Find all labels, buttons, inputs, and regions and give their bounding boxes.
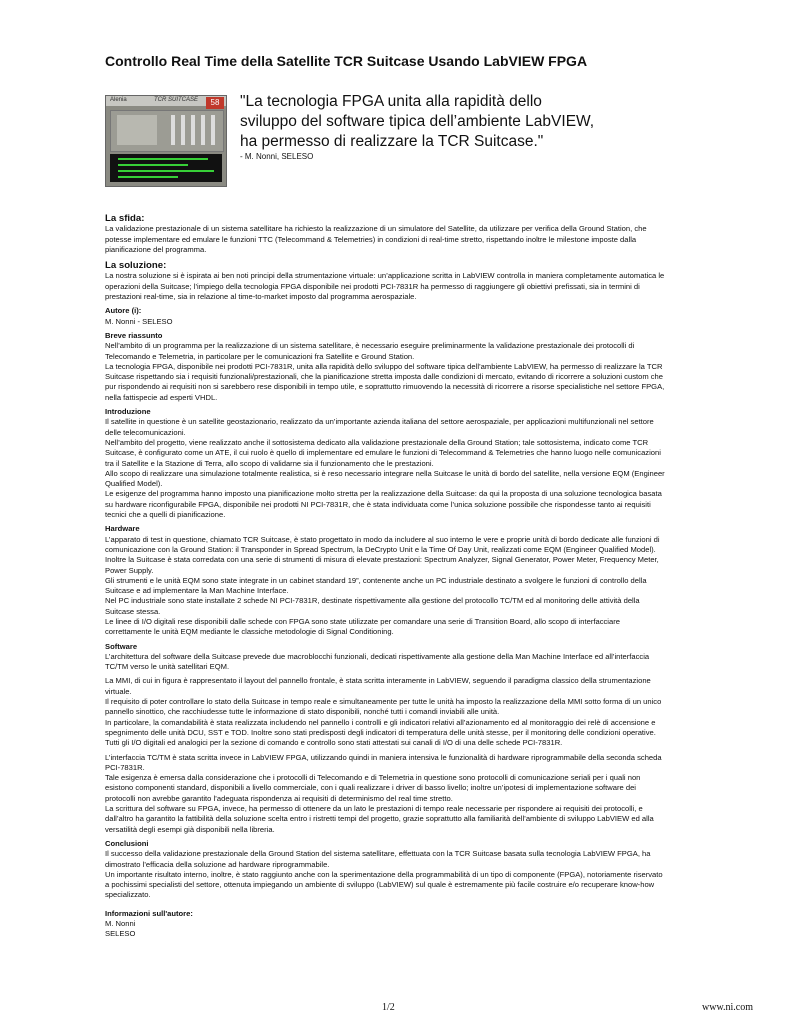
control-panel xyxy=(110,110,224,152)
section-heading: Software xyxy=(105,641,138,651)
paragraph: L’architettura del software della Suitcase prevede due macroblocchi funzionali, dedicati rispettivamente alla gestione della Man Machine Interface ed all’interfaccia TC/TM verso le unità satellitari EQM. xyxy=(105,651,650,672)
section-heading: Breve riassunto xyxy=(105,330,163,340)
document-body xyxy=(105,208,665,940)
footer-url: www.ni.com xyxy=(702,1002,754,1013)
paragraph: Allo scopo di realizzare una simulazione totalmente realistica, si è reso necessario integrare nella Suitcase le unità di bordo del satellite, nella versione EQM (Engineer Qualified Model). xyxy=(105,468,665,489)
paragraph: La MMI, di cui in figura è rappresentato il layout del pannello frontale, è stata scritta interamente in LabVIEW, seguendo il paradigma classico della strumentazione virtuale. xyxy=(105,676,651,696)
suitcase-panel-image xyxy=(105,95,227,187)
paragraph: Nell’ambito del progetto, viene realizzato anche il sottosistema dedicato alla validazione prestazionale della Ground Station; tale sottosistema, indicato come TCR Suitcase, è configurato come un ATE, il cui ruolo è quello di implementare ed emulare le funzioni di Telecommand & Telemetries che hanno luogo nelle comunicazioni tra il Satellite e la Stazione di Terra, allo scopo di validarne sia il funzionamento che le prestazioni. xyxy=(105,437,661,468)
quote-attribution: - M. Nonni, SELESO xyxy=(240,152,314,161)
paragraph: Nell’ambito di un programma per la realizzazione di un sistema satellitare, è necessario eseguire preliminarmente la validazione prestazionale dei protocolli di Telecomando e Telemetria, in particolare per le comunicazioni fra Satellite e Ground Station. xyxy=(105,341,635,361)
section-heading: Autore (i): xyxy=(105,306,142,316)
paragraph: L’interfaccia TC/TM è stata scritta invece in LabVIEW FPGA, utilizzando quindi in maniera intensiva le funzionalità di hardware riprogrammabile della seconda scheda PCI-7831R. xyxy=(105,752,662,772)
paragraph: La validazione prestazionale di un sistema satellitare ha richiesto la realizzazione di un simulatore del Satellite, da utilizzare per verifica della Ground Station, che potesse implementare ed emulare le funzioni TTC (Telecommand & Telemetries) in condizioni di real-time stretto, rispettando inoltre le milestone imposte dalla pianificazione del programma. xyxy=(105,224,647,254)
section-heading: Informazioni sull'autore: xyxy=(105,908,193,918)
document-title: Controllo Real Time della Satellite TCR Suitcase Usando LabVIEW FPGA xyxy=(105,53,588,69)
paragraph: Un importante risultato interno, inoltre, è stato raggiunto anche con la sperimentazione della programmabilità di un tipo di componente (FPGA), notoriamente riservato a pochissimi specialisti del settore, ottenuta impiegando un ambiente di sviluppo (LabVIEW) sul quale è estremamente più facile costruire e/o recuperare know-how specializzato. xyxy=(105,869,663,900)
paragraph: In particolare, la comandabilità è stata realizzata includendo nel pannello i controlli e gli indicatori relativi all’azionamento ed al monitoraggio dei relè di accensione e spegnimento delle unità DCU, SST e TOD. Inoltre sono stati predisposti degli indicatori di temperatura delle unità stesse, per il monitoring delle condizioni operative. xyxy=(105,717,656,737)
paragraph: Inoltre la Suitcase è stata corredata con una serie di strumenti di misura di elevate prestazioni: Spectrum Analyzer, Signal Generator, Power Meter, Frequency Meter, Power Supply. xyxy=(105,555,659,575)
paragraph: M. Nonni - SELESO xyxy=(105,316,173,326)
paragraph: L’apparato di test in questione, chiamato TCR Suitcase, è stato progettato in modo da includere al suo interno le vere e proprie unità di bordo dedicate alle funzioni di comunicazione con la Ground Station: il Transponder in Spread Spectrum, la DeCrypto Unit e la Time Of Day Unit, realizzati come EQM (Engineer Qualified Model). xyxy=(105,534,660,554)
page-number: 1/2 xyxy=(382,1002,395,1013)
paragraph: Nel PC industriale sono state installate 2 schede NI PCI-7831R, destinate rispettivamente alla gestione del protocollo TC/TM ed al monitoring delle attività della Suitcase stessa. xyxy=(105,596,640,616)
paragraph: Il requisito di poter controllare lo stato della Suitcase in tempo reale e simultaneamente per tutte le unità ha imposto la realizzazione della MMI sotto forma di un unico pannello sinottico, che racchiudesse tutte le informazione di stato disponibili, nonché tutti i comandi inviabili alle unità. xyxy=(105,697,662,717)
paragraph: La nostra soluzione si è ispirata ai ben noti principi della strumentazione virtuale: un’applicazione scritta in LabVIEW controlla in maniera completamente automatica le operazioni della Suitcase; l’impiego della tecnologia FPGA disponibile nei prodotti PCI-7831R ha permesso di raggiungere gli obiettivi prefissati, sia in termini di prestazioni real-time, sia in relazione al time-to-market imposto dal programma aerospaziale. xyxy=(105,271,665,302)
paragraph: La scrittura del software su FPGA, invece, ha permesso di ottenere da un lato le prestazioni di tempo reale necessarie per rispondere ai requisiti dei protocolli, e dall’altro ha garantito la fattibilità della soluzione scelta entro i ristretti tempi del progetto, grazie soprattutto alla familiarità dell’ambiente di sviluppo LabVIEW ed alla versatilità degli esempi già disponibili nella libreria. xyxy=(105,804,654,834)
paragraph: SELESO xyxy=(105,929,136,939)
paragraph: Gli strumenti e le unità EQM sono state integrate in un cabinet standard 19”, contenente anche un PC industriale destinato a svolgere le funzioni di controllo della Suitcase e ad implementare la Man Machine Interface. xyxy=(105,575,647,596)
section-heading: Hardware xyxy=(105,524,140,534)
paragraph: Il satellite in questione è un satellite geostazionario, realizzato da un’importante azienda italiana del settore aerospaziale, per applicazioni multifunzionali nel settore delle telecomunicazioni. xyxy=(105,417,654,437)
pull-quote xyxy=(240,92,594,152)
logo-icon: 58 xyxy=(206,97,224,109)
quote-line: "La tecnologia FPGA unita alla rapidità dello xyxy=(240,93,542,110)
paragraph: Le esigenze del programma hanno imposto una pianificazione molto stretta per la realizzazione della Suitcase: da qui la proposta di una soluzione tecnologica basata su hardware riconfigurabile FPGA, disponibile nei prodotti NI PCI-7831R, che è stata individuata come l’unica soluzione possibile che rispondesse tanto ai requisiti tecnici che a quelli di pianificazione. xyxy=(105,489,662,520)
section-heading: La sfida: xyxy=(105,213,145,224)
section-heading: La soluzione: xyxy=(105,260,167,272)
section-heading: Conclusioni xyxy=(105,838,149,848)
paragraph: M. Nonni xyxy=(105,919,136,928)
paragraph: Le linee di I/O digitali rese disponibili dalle schede con FPGA sono state utilizzate per comandare una serie di Transition Board, allo scopo di interfacciare correttamente le unità EQM mediante le classiche metodologie di Signal Conditioning. xyxy=(105,616,620,637)
paragraph: Il successo della validazione prestazionale della Ground Station del sistema satellitare, effettuata con la TCR Suitcase basata sulla tecnologia LabVIEW FPGA, ha dimostrato l’efficacia della soluzione ad hardware riprogrammabile. xyxy=(105,849,651,869)
section-heading: Introduzione xyxy=(105,407,151,417)
paragraph: Tutti gli I/O digitali ed analogici per la sezione di comando e controllo sono stati attestati sui canali di I/O di una delle schede PCI-7831R. xyxy=(105,738,563,748)
quote-line: sviluppo del software tipica dell’ambiente LabVIEW, xyxy=(240,113,595,130)
paragraph: Tale esigenza è emersa dalla considerazione che i protocolli di Telecomando e di Telemetria in questione sono protocolli di comunicazione seriali per i quali non esistono componenti standard, disponibili a livello commerciale, con i quali realizzare i driver di basso livello; inoltre un’ipotesi di implementazione software dei protocolli non avrebbe garantito l’adeguata rispondenza ai requisiti di determinismo del real time stretto. xyxy=(105,773,641,803)
panel-caption: TCR SUITCASE xyxy=(154,97,199,103)
brand-label: Alenia xyxy=(110,97,127,103)
paragraph: La tecnologia FPGA, disponibile nei prodotti PCI-7831R, unita alla rapidità dello sviluppo del software tipica dell’ambiente LabVIEW, ha permesso di realizzare la TCR Suitcase rispettando sia i requisiti funzionali/prestazionali, che la pianificazione stretta imposta dalle condizioni di mercato, evitando di ricorrere a soluzioni custom che pur rispondendo ai requisiti non si sarebbero rese disponibili in tempo utile, e soprattutto rimuovendo la necessità di ricorrere a risorse specialistiche nel settore FPGA, nella fattispecie ad esperti VHDL. xyxy=(105,361,665,402)
quote-line: ha permesso di realizzare la TCR Suitcase." xyxy=(240,133,544,150)
telemetry-display xyxy=(110,154,222,182)
